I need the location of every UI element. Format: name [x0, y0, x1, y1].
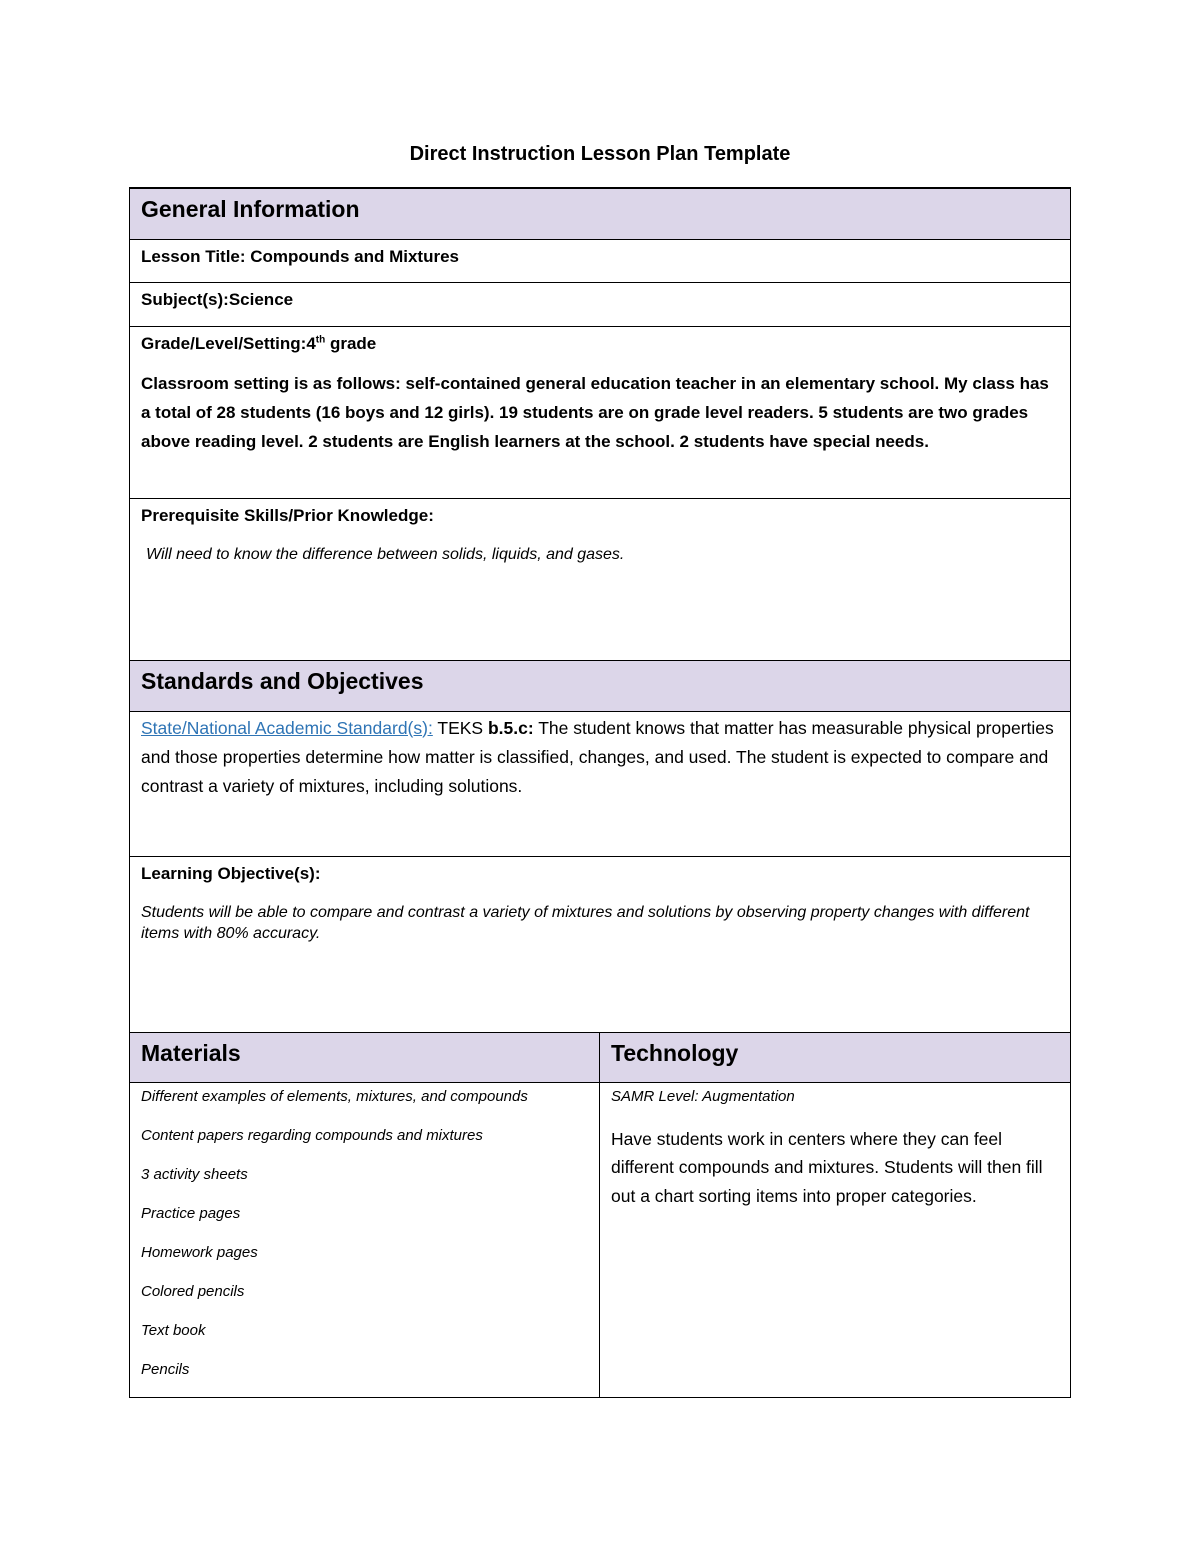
material-item: Content papers regarding compounds and mixtures — [141, 1126, 483, 1144]
grade-suffix: grade — [325, 333, 377, 353]
material-item: Colored pencils — [141, 1282, 245, 1300]
grade-prefix: Grade/Level/Setting:4 — [141, 333, 316, 353]
subjects: Subject(s):Science — [141, 289, 294, 309]
learning-objective-row — [130, 856, 1071, 1032]
subjects-row — [130, 282, 1071, 326]
learning-objective-text: Students will be able to compare and contrast a variety of mixtures and solutions by observing property changes with different items with 80% accuracy. — [141, 903, 1030, 942]
materials-technology-body-row — [130, 1082, 1071, 1397]
material-item: Homework pages — [141, 1243, 258, 1261]
prerequisite-text: Will need to know the difference between solids, liquids, and gases. — [146, 545, 625, 563]
academic-standard-link[interactable]: State/National Academic Standard(s): — [141, 717, 433, 738]
classroom-setting: Classroom setting is as follows: self-contained general education teacher in an elementary school. My class has a total of 28 students (16 boys and 12 girls). 19 students are on grade level readers. 5 students are two grades above reading level. 2 students are English learners at the school. 2 students have special needs. — [141, 373, 1049, 451]
lesson-plan-table — [129, 187, 1071, 1398]
learning-objective-label: Learning Objective(s): — [141, 863, 321, 883]
lesson-title: Lesson Title: Compounds and Mixtures — [141, 246, 459, 266]
material-item: Pencils — [141, 1360, 190, 1378]
grade-setting-row — [130, 326, 1071, 498]
materials-list — [130, 1082, 600, 1397]
prerequisite-row — [130, 498, 1071, 660]
general-information-heading: General Information — [130, 188, 1071, 239]
material-item: Different examples of elements, mixtures, and compounds — [141, 1087, 528, 1105]
grade-level-setting — [141, 333, 1059, 355]
technology-cell — [600, 1082, 1071, 1397]
lesson-title-row — [130, 239, 1071, 282]
technology-heading: Technology — [600, 1032, 1071, 1082]
samr-level: SAMR Level: Augmentation — [611, 1087, 795, 1105]
standards-objectives-heading: Standards and Objectives — [130, 660, 1071, 711]
standard-text: The student knows that matter has measurable physical properties and those properties determine how matter is classified, changes, and used. The student is expected to compare and contrast a variety of mixtures, including solutions. — [141, 717, 1054, 796]
teks-prefix: TEKS — [432, 717, 488, 738]
prerequisite-label: Prerequisite Skills/Prior Knowledge: — [141, 505, 434, 525]
academic-standard-row — [130, 711, 1071, 856]
materials-heading: Materials — [130, 1032, 600, 1082]
materials-technology-header-row — [130, 1032, 1071, 1082]
material-item: Practice pages — [141, 1204, 241, 1222]
technology-description: Have students work in centers where they can feel different compounds and mixtures. Students will then fill out a chart sorting items into proper categories. — [611, 1128, 1043, 1206]
grade-superscript: th — [315, 333, 326, 345]
standards-objectives-row — [130, 660, 1071, 711]
material-item: Text book — [141, 1321, 206, 1339]
general-information-row — [130, 188, 1071, 239]
material-item: 3 activity sheets — [141, 1165, 248, 1183]
document-title: Direct Instruction Lesson Plan Template — [409, 143, 791, 165]
teks-code: b.5.c: — [487, 717, 534, 738]
